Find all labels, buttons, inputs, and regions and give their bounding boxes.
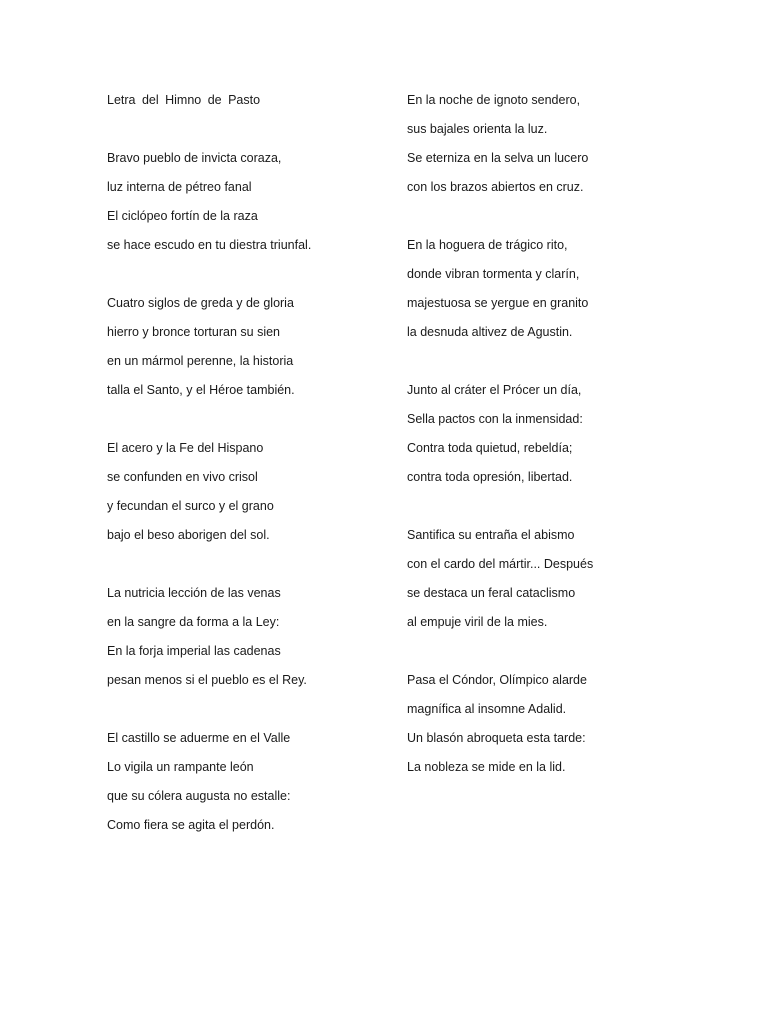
verse-line: La nobleza se mide en la lid. bbox=[407, 760, 566, 774]
verse-line: Junto al cráter el Prócer un día, bbox=[407, 383, 582, 397]
verse-line: Santifica su entraña el abismo bbox=[407, 528, 575, 542]
verse-line: magnífica al insomne Adalid. bbox=[407, 702, 567, 716]
verse-line: En la hoguera de trágico rito, bbox=[407, 238, 568, 252]
verse-line: se destaca un feral cataclismo bbox=[407, 586, 576, 600]
verse-line: majestuosa se yergue en granito bbox=[407, 296, 589, 310]
stanza-gap bbox=[107, 699, 377, 728]
verse-line: hierro y bronce torturan su sien bbox=[107, 325, 281, 339]
stanza-gap bbox=[107, 554, 377, 583]
verse-line: Bravo pueblo de invicta coraza, bbox=[107, 151, 282, 165]
verse-line: Pasa el Cóndor, Olímpico alarde bbox=[407, 673, 587, 687]
verse-line: La nutricia lección de las venas bbox=[107, 586, 281, 600]
verse-line: Un blasón abroqueta esta tarde: bbox=[407, 731, 586, 745]
verse-line: En la noche de ignoto sendero, bbox=[407, 93, 581, 107]
verse-line: El acero y la Fe del Hispano bbox=[107, 441, 264, 455]
verse-line: El ciclópeo fortín de la raza bbox=[107, 209, 258, 223]
document-title: Letra del Himno de Pasto bbox=[107, 93, 261, 107]
stanza-gap bbox=[407, 641, 707, 670]
verse-line: Como fiera se agita el perdón. bbox=[107, 818, 275, 832]
verse-line: Lo vigila un rampante león bbox=[107, 760, 254, 774]
verse-line: En la forja imperial las cadenas bbox=[107, 644, 281, 658]
stanza-gap bbox=[107, 264, 377, 293]
verse-line: se confunden en vivo crisol bbox=[107, 470, 258, 484]
verse-line: bajo el beso aborigen del sol. bbox=[107, 528, 270, 542]
verse-line: y fecundan el surco y el grano bbox=[107, 499, 274, 513]
stanza-gap bbox=[107, 409, 377, 438]
verse-line: Contra toda quietud, rebeldía; bbox=[407, 441, 573, 455]
verse-line: Se eterniza en la selva un lucero bbox=[407, 151, 589, 165]
verse-line: El castillo se aduerme en el Valle bbox=[107, 731, 291, 745]
verse-line: se hace escudo en tu diestra triunfal. bbox=[107, 238, 312, 252]
verse-line: en la sangre da forma a la Ley: bbox=[107, 615, 280, 629]
verse-line: con los brazos abiertos en cruz. bbox=[407, 180, 584, 194]
verse-line: la desnuda altivez de Agustin. bbox=[407, 325, 573, 339]
right-column bbox=[407, 90, 707, 786]
stanza-gap bbox=[407, 206, 707, 235]
left-column bbox=[107, 90, 377, 844]
verse-line: al empuje viril de la mies. bbox=[407, 615, 548, 629]
verse-line: con el cardo del mártir... Después bbox=[407, 557, 594, 571]
stanza-gap bbox=[407, 351, 707, 380]
verse-line: Sella pactos con la inmensidad: bbox=[407, 412, 583, 426]
verse-line: contra toda opresión, libertad. bbox=[407, 470, 573, 484]
stanza-gap bbox=[407, 496, 707, 525]
verse-line: en un mármol perenne, la historia bbox=[107, 354, 294, 368]
verse-line: donde vibran tormenta y clarín, bbox=[407, 267, 580, 281]
verse-line: talla el Santo, y el Héroe también. bbox=[107, 383, 295, 397]
verse-line: Cuatro siglos de greda y de gloria bbox=[107, 296, 294, 310]
verse-line: pesan menos si el pueblo es el Rey. bbox=[107, 673, 307, 687]
stanza-gap bbox=[107, 119, 377, 148]
verse-line: sus bajales orienta la luz. bbox=[407, 122, 548, 136]
verse-line: luz interna de pétreo fanal bbox=[107, 180, 252, 194]
verse-line: que su cólera augusta no estalle: bbox=[107, 789, 291, 803]
